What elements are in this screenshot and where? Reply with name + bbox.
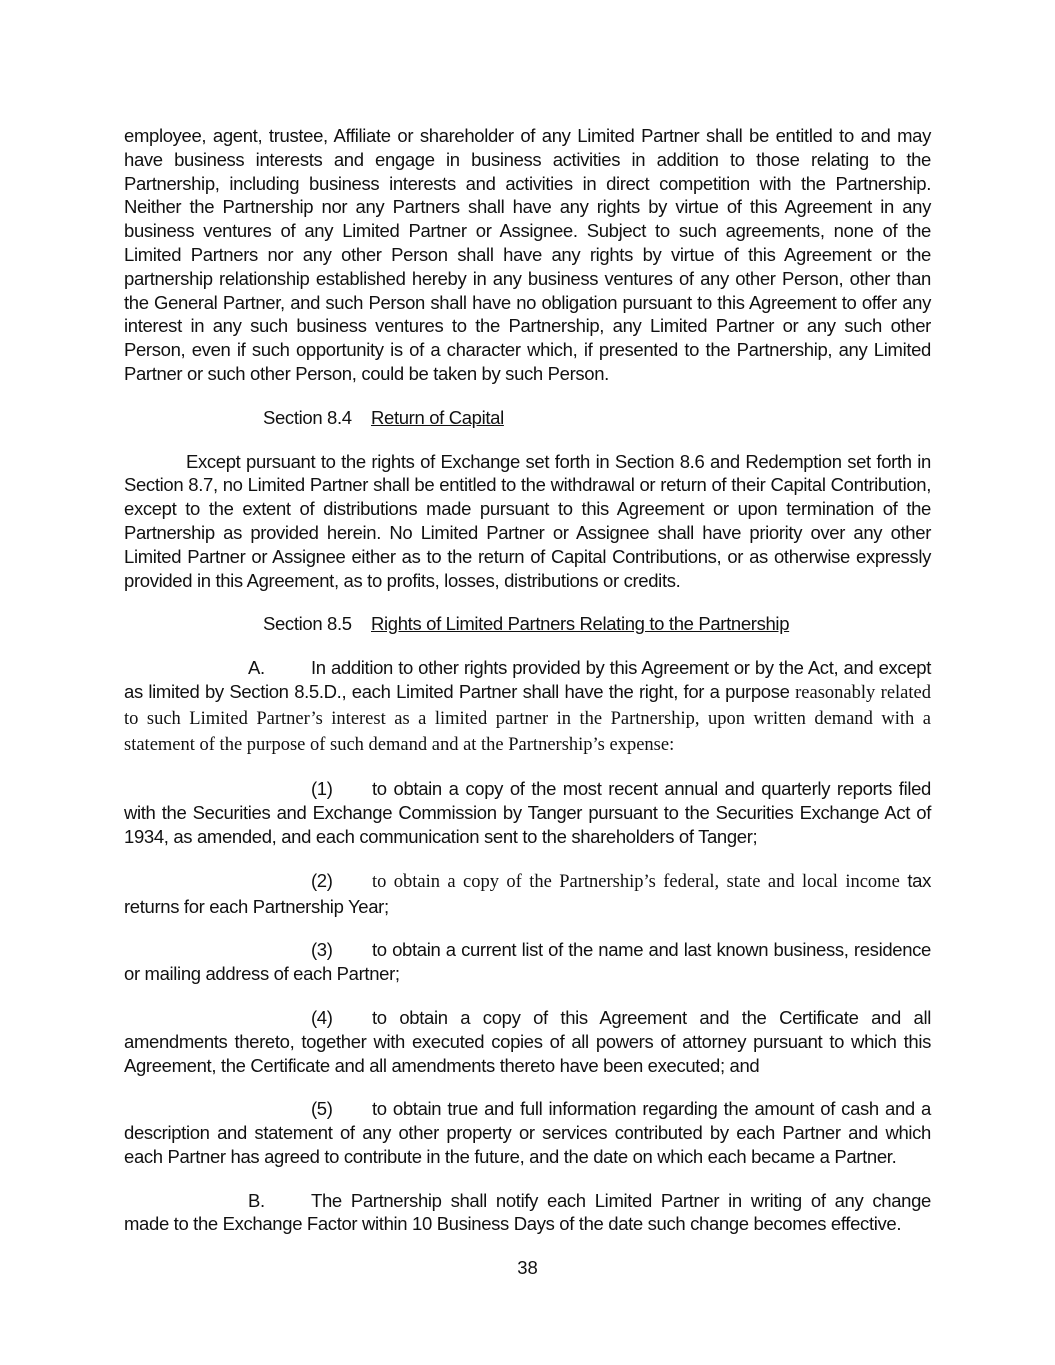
clause-text: The Partnership shall notify each Limited Partner in writing of any change made to the Exchange Factor within 10 Business Days of the date such change becomes effective. — [124, 1189, 931, 1235]
item-label: (4) — [311, 1006, 333, 1028]
clause-b — [124, 1189, 931, 1237]
item-label: (1) — [311, 778, 333, 800]
item-label: (2) — [311, 869, 333, 891]
document-page — [124, 124, 931, 1236]
item-5 — [124, 1097, 931, 1168]
item-2 — [124, 869, 931, 919]
clause-a — [124, 656, 931, 757]
clause-label: A. — [248, 657, 265, 679]
section-8-4-body: Except pursuant to the rights of Exchange set forth in Section 8.6 and Redemption set forth in Section 8.7, no Limited Partner shall be entitled to the withdrawal or return of their Capital Contribution, except to the extent of distributions made pursuant to this Agreement or upon termination of the Partnership as provided herein. No Limited Partner or Assignee shall have priority over any other Limited Partner or Assignee either as to the return of Capital Contributions, or as otherwise expressly provided in this Agreement, as to profits, losses, distributions or credits. — [124, 450, 931, 591]
item-1 — [124, 777, 931, 848]
section-number: Section 8.4 — [263, 406, 352, 428]
item-label: (3) — [311, 939, 333, 961]
item-text: to obtain a copy of this Agreement and the Certificate and all amendments thereto, together with executed copies of all powers of attorney pursuant to which this Agreement, the Certificate and all amendments thereto have been executed; and — [124, 1006, 931, 1076]
item-text: tax returns for each Partnership Year; — [124, 869, 932, 917]
clause-label: B. — [248, 1189, 265, 1211]
section-number: Section 8.5 — [263, 613, 352, 635]
item-label: (5) — [311, 1098, 333, 1120]
item-text: to obtain a copy of the most recent annual and quarterly reports filed with the Securities and Exchange Commission by Tanger pursuant to the Securities Exchange Act of 1934, as amended, and each communication sent to the shareholders of Tanger; — [124, 778, 931, 847]
clause-text-serif: reasonably related to such Limited Partner’s interest as a limited partner in the Partnership, upon written demand with a statement of the purpose of such demand and at the Partnership’s expense: — [124, 682, 931, 755]
item-3 — [124, 938, 931, 986]
item-text: to obtain a current list of the name and last known business, residence or mailing address of each Partner; — [124, 939, 931, 985]
page-number: 38 — [517, 1257, 538, 1278]
item-text: to obtain true and full information regarding the amount of cash and a description and statement of any other property or services contributed by each Partner and which each Partner has agreed to contribute in the future, and the date on which each became a Partner. — [124, 1098, 931, 1167]
section-title: Rights of Limited Partners Relating to the Partnership — [371, 613, 790, 635]
section-8-4-heading — [124, 406, 931, 430]
intro-paragraph: employee, agent, trustee, Affiliate or shareholder of any Limited Partner shall be entitled to and may have business interests and engage in business activities in addition to those relating to the Partnership, including business interests and activities in direct competition with the Partnership. Neither the Partnership nor any Partners shall have any rights by virtue of this Agreement in any business ventures of any Limited Partner or Assignee. Subject to such agreements, none of the Limited Partners nor any other Person shall have any rights by virtue of this Agreement or the partnership relationship established hereby in any business ventures of any other Person, other than the General Partner, and such Person shall have no obligation pursuant to this Agreement to offer any interest in any such business ventures to the Partnership, any Limited Partner or any such other Person, even if such opportunity is of a character which, if presented to the Partnership, any Limited Partner or such other Person, could be taken by such Person. — [124, 125, 931, 384]
item-4 — [124, 1006, 931, 1077]
item-text-serif: to obtain a copy of the Partnership’s federal, state and local income — [372, 871, 900, 892]
clause-text: In addition to other rights provided by this Agreement or by the Act, and except as limited by Section 8.5.D., each Limited Partner shall have the right, for a purpose — [124, 657, 931, 702]
section-8-5-heading — [124, 612, 931, 636]
section-title: Return of Capital — [371, 406, 504, 428]
